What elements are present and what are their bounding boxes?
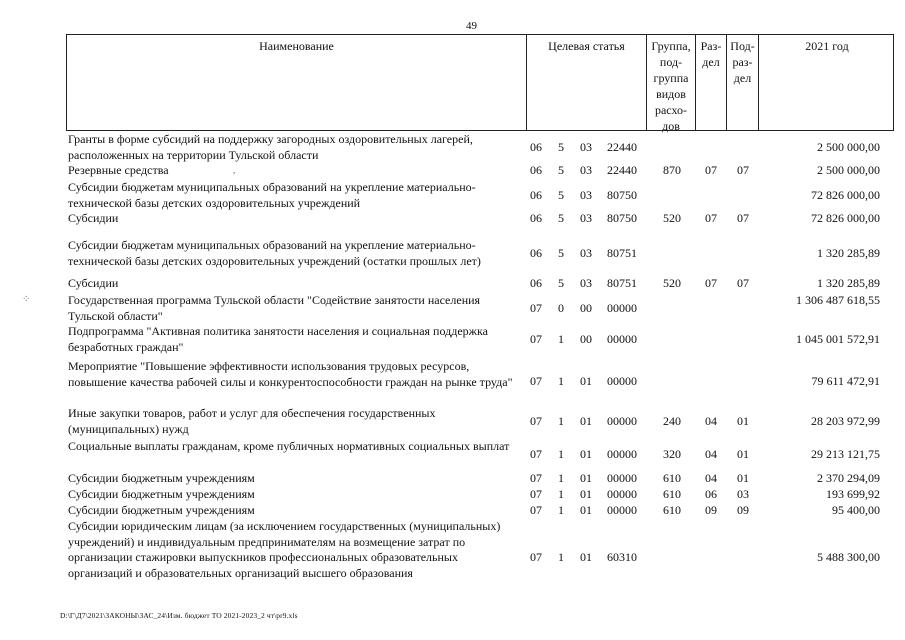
row-code-measure: 03 bbox=[580, 211, 592, 225]
row-amount: 1 320 285,89 bbox=[817, 246, 880, 260]
row-name: Социальные выплаты гражданам, кроме публичных нормативных социальных выплат bbox=[68, 439, 510, 453]
row-section: 04 bbox=[705, 471, 717, 485]
row-group: 610 bbox=[663, 487, 681, 501]
row-code-program: 07 bbox=[530, 332, 542, 346]
row-section: 09 bbox=[705, 503, 717, 517]
row-group: 520 bbox=[663, 276, 681, 290]
row-subsection: 07 bbox=[737, 276, 749, 290]
row-code-direction: 60310 bbox=[607, 550, 637, 564]
row-code-program: 06 bbox=[530, 188, 542, 202]
row-name: Субсидии bbox=[68, 276, 119, 290]
table-header bbox=[66, 34, 894, 131]
header-section bbox=[696, 35, 727, 130]
row-code-subprogram: 1 bbox=[558, 332, 564, 346]
header-year: 2021 год bbox=[805, 39, 849, 53]
row-amount: 95 400,00 bbox=[832, 503, 880, 517]
header-group-line: Группа, bbox=[651, 39, 691, 53]
row-name: Субсидии бюджетам муниципальных образований на укрепление материально-технической базы детских оздоровительных учреждений bbox=[68, 180, 476, 210]
row-group: 240 bbox=[663, 414, 681, 428]
row-code-program: 07 bbox=[530, 414, 542, 428]
row-code-direction: 00000 bbox=[607, 487, 637, 501]
row-code-direction: 00000 bbox=[607, 374, 637, 388]
row-amount: 2 370 294,09 bbox=[817, 471, 880, 485]
row-amount: 5 488 300,00 bbox=[817, 550, 880, 564]
row-code-measure: 03 bbox=[580, 246, 592, 260]
row-code-subprogram: 1 bbox=[558, 550, 564, 564]
row-code-subprogram: 5 bbox=[558, 276, 564, 290]
row-code-subprogram: 1 bbox=[558, 471, 564, 485]
header-section-line: дел bbox=[702, 55, 720, 69]
row-code-direction: 00000 bbox=[607, 447, 637, 461]
row-subsection: 03 bbox=[737, 487, 749, 501]
row-code-subprogram: 5 bbox=[558, 188, 564, 202]
row-code-direction: 00000 bbox=[607, 503, 637, 517]
row-code-measure: 00 bbox=[580, 332, 592, 346]
page-number: 49 bbox=[466, 20, 477, 32]
row-name: Субсидии бюджетным учреждениям bbox=[68, 503, 255, 517]
row-name: Государственная программа Тульской области "Содействие занятости населения Тульской области" bbox=[68, 293, 481, 323]
row-amount: 2 500 000,00 bbox=[817, 140, 880, 154]
row-code-measure: 01 bbox=[580, 414, 592, 428]
scan-artifact: , bbox=[233, 165, 236, 175]
row-section: 07 bbox=[705, 163, 717, 177]
row-code-program: 06 bbox=[530, 140, 542, 154]
row-code-direction: 00000 bbox=[607, 414, 637, 428]
row-code-measure: 03 bbox=[580, 140, 592, 154]
row-name: Иные закупки товаров, работ и услуг для обеспечения государственных (муниципальных) нужд bbox=[68, 406, 436, 436]
row-section: 04 bbox=[705, 414, 717, 428]
row-amount: 72 826 000,00 bbox=[811, 188, 880, 202]
row-code-measure: 01 bbox=[580, 374, 592, 388]
scan-artifact: ⁘ bbox=[22, 294, 31, 305]
header-group-line: расхо- bbox=[654, 103, 688, 117]
header-group-line: дов bbox=[662, 119, 680, 133]
header-subsection-line: Под- bbox=[730, 39, 755, 53]
row-code-program: 07 bbox=[530, 374, 542, 388]
row-code-program: 07 bbox=[530, 471, 542, 485]
row-code-subprogram: 1 bbox=[558, 374, 564, 388]
row-code-program: 07 bbox=[530, 447, 542, 461]
row-code-measure: 01 bbox=[580, 550, 592, 564]
row-name: Резервные средства bbox=[68, 163, 169, 177]
row-name: Гранты в форме субсидий на поддержку загородных оздоровительных лагерей, расположенных на территории Тульской области bbox=[68, 132, 473, 162]
row-section: 06 bbox=[705, 487, 717, 501]
row-group: 610 bbox=[663, 503, 681, 517]
file-path-footer: D:\Г\Д7\2021\ЗАКОНЫ\ЗАС_24\Изм. бюджет ТО 2021-2023_2 чт\pr9.xls bbox=[60, 611, 298, 620]
row-code-subprogram: 1 bbox=[558, 447, 564, 461]
header-group-line: группа bbox=[653, 71, 689, 85]
row-name: Субсидии бюджетам муниципальных образований на укрепление материально-технической базы детских оздоровительных учреждений (остатки прошлых лет) bbox=[68, 238, 481, 268]
row-code-measure: 03 bbox=[580, 188, 592, 202]
row-section: 07 bbox=[705, 211, 717, 225]
row-code-program: 06 bbox=[530, 211, 542, 225]
header-group bbox=[647, 35, 696, 133]
row-code-subprogram: 5 bbox=[558, 140, 564, 154]
row-group: 520 bbox=[663, 211, 681, 225]
row-code-subprogram: 5 bbox=[558, 211, 564, 225]
row-code-program: 06 bbox=[530, 163, 542, 177]
header-name: Наименование bbox=[67, 35, 527, 130]
row-code-program: 07 bbox=[530, 301, 542, 315]
row-code-direction: 00000 bbox=[607, 471, 637, 485]
row-code-direction: 00000 bbox=[607, 301, 637, 315]
header-subsection-line: дел bbox=[733, 71, 752, 85]
row-code-program: 07 bbox=[530, 550, 542, 564]
row-subsection: 01 bbox=[737, 414, 749, 428]
row-subsection: 01 bbox=[737, 447, 749, 461]
row-code-direction: 00000 bbox=[607, 332, 637, 346]
row-name: Подпрограмма "Активная политика занятости населения и социальная поддержка безработных граждан" bbox=[68, 324, 488, 354]
row-code-program: 06 bbox=[530, 246, 542, 260]
row-group: 610 bbox=[663, 471, 681, 485]
row-code-subprogram: 5 bbox=[558, 246, 564, 260]
row-code-direction: 80751 bbox=[607, 276, 637, 290]
row-code-subprogram: 1 bbox=[558, 414, 564, 428]
row-subsection: 07 bbox=[737, 163, 749, 177]
row-amount: 193 699,92 bbox=[826, 487, 880, 501]
row-code-program: 07 bbox=[530, 487, 542, 501]
row-amount: 28 203 972,99 bbox=[811, 414, 880, 428]
row-code-measure: 00 bbox=[580, 301, 592, 315]
row-code-subprogram: 0 bbox=[558, 301, 564, 315]
row-amount: 1 320 285,89 bbox=[817, 276, 880, 290]
row-name: Мероприятие "Повышение эффективности использования трудовых ресурсов, повышение качества рабочей силы и конкурентоспособности граждан на рынке труда" bbox=[68, 359, 513, 389]
header-group-line: под- bbox=[659, 55, 683, 69]
row-name: Субсидии юридическим лицам (за исключением государственных (муниципальных) учреждений) и индивидуальным предпринимателям на возмещение затрат по организации стажировки выпускников профессиональных образовательных организаций и образовательных организаций высшего образования bbox=[68, 519, 501, 580]
row-code-subprogram: 5 bbox=[558, 163, 564, 177]
row-code-measure: 01 bbox=[580, 487, 592, 501]
header-subsection-line: раз- bbox=[732, 55, 753, 69]
row-code-direction: 22440 bbox=[607, 163, 637, 177]
row-subsection: 09 bbox=[737, 503, 749, 517]
row-code-direction: 80750 bbox=[607, 188, 637, 202]
row-subsection: 07 bbox=[737, 211, 749, 225]
row-code-direction: 22440 bbox=[607, 140, 637, 154]
row-name: Субсидии бюджетным учреждениям bbox=[68, 487, 255, 501]
row-section: 04 bbox=[705, 447, 717, 461]
row-code-measure: 03 bbox=[580, 276, 592, 290]
header-subsection bbox=[727, 35, 759, 130]
row-name: Субсидии bbox=[68, 211, 119, 225]
row-amount: 1 045 001 572,91 bbox=[796, 332, 880, 346]
row-amount: 1 306 487 618,55 bbox=[796, 293, 880, 307]
row-code-direction: 80750 bbox=[607, 211, 637, 225]
row-code-direction: 80751 bbox=[607, 246, 637, 260]
header-section-line: Раз- bbox=[700, 39, 722, 53]
row-code-program: 06 bbox=[530, 276, 542, 290]
row-amount: 79 611 472,91 bbox=[811, 374, 880, 388]
row-code-program: 07 bbox=[530, 503, 542, 517]
row-amount: 72 826 000,00 bbox=[811, 211, 880, 225]
header-group-line: видов bbox=[656, 87, 686, 101]
row-amount: 2 500 000,00 bbox=[817, 163, 880, 177]
row-name: Субсидии бюджетным учреждениям bbox=[68, 471, 255, 485]
row-code-subprogram: 1 bbox=[558, 487, 564, 501]
row-code-measure: 03 bbox=[580, 163, 592, 177]
row-group: 870 bbox=[663, 163, 681, 177]
header-target-article: Целевая статья bbox=[527, 35, 647, 130]
row-group: 320 bbox=[663, 447, 681, 461]
row-subsection: 01 bbox=[737, 471, 749, 485]
row-code-measure: 01 bbox=[580, 503, 592, 517]
row-code-measure: 01 bbox=[580, 471, 592, 485]
row-code-measure: 01 bbox=[580, 447, 592, 461]
row-section: 07 bbox=[705, 276, 717, 290]
row-code-subprogram: 1 bbox=[558, 503, 564, 517]
row-amount: 29 213 121,75 bbox=[811, 447, 880, 461]
